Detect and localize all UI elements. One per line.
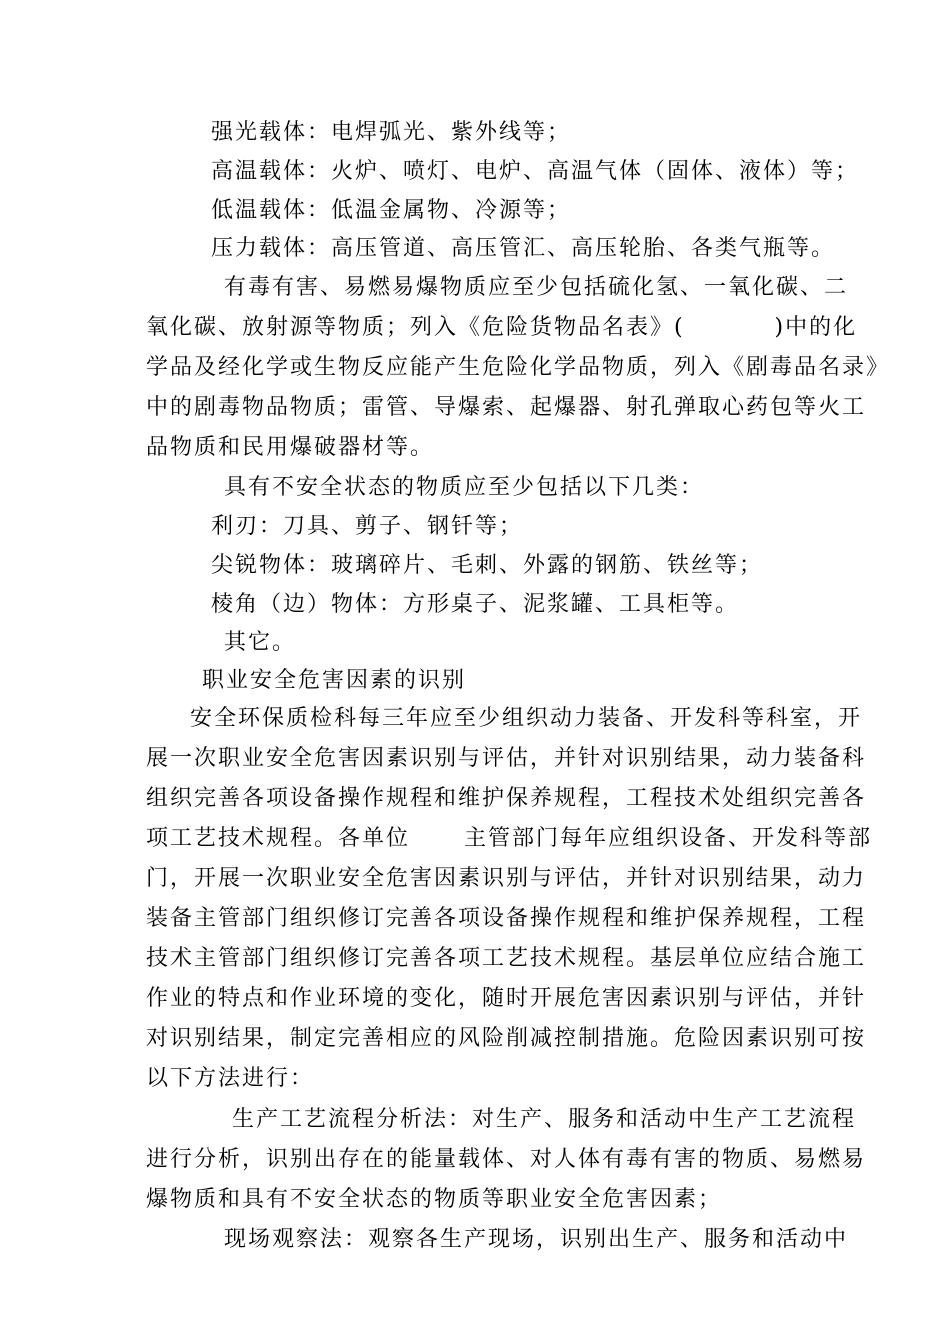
text-line: 有毒有害、易燃易爆物质应至少包括硫化氢、一氧化碳、二 — [224, 275, 849, 300]
text-line: 高温载体：火炉、喷灯、电炉、高温气体（固体、液体）等； — [211, 159, 860, 184]
text-line: 对识别结果，制定完善相应的风险削减控制措施。危险因素识别可按 — [146, 1026, 867, 1051]
text-line: 其它。 — [224, 630, 297, 655]
text-line: 现场观察法：观察各生产现场，识别出生产、服务和活动中 — [224, 1227, 849, 1252]
text-line: 组织完善各项设备操作规程和维护保养规程，工程技术处组织完善各 — [146, 786, 867, 811]
text-line: 尖锐物体：玻璃碎片、毛刺、外露的钢筋、铁丝等； — [211, 553, 764, 578]
text-line: 进行分析，识别出存在的能量载体、对人体有毒有害的物质、易燃易 — [146, 1147, 867, 1172]
text-line: 强光载体：电焊弧光、紫外线等； — [211, 120, 572, 145]
section-heading: 职业安全危害因素的识别 — [202, 668, 467, 693]
text-line: 利刃：刀具、剪子、钢钎等； — [211, 514, 524, 539]
text-line: 生产工艺流程分析法：对生产、服务和活动中生产工艺流程 — [232, 1107, 857, 1132]
text-line: 爆物质和具有不安全状态的物质等职业安全危害因素； — [146, 1187, 723, 1212]
text-line: 品物质和民用爆破器材等。 — [146, 435, 435, 460]
text-line: 以下方法进行： — [146, 1066, 315, 1091]
text-line: 学品及经化学或生物反应能产生危险化学品物质，列入《剧毒品名录》 — [146, 355, 891, 380]
text-line: 展一次职业安全危害因素识别与评估，并针对识别结果，动力装备科 — [146, 746, 867, 771]
text-line: 具有不安全状态的物质应至少包括以下几类： — [224, 475, 705, 500]
text-line: 中的剧毒物品物质；雷管、导爆索、起爆器、射孔弹取心药包等火工 — [146, 395, 867, 420]
text-line: 安全环保质检科每三年应至少组织动力装备、开发科等科室，开 — [190, 706, 863, 731]
text-line: 项工艺技术规程。各单位 主管部门每年应组织设备、开发科等部 — [146, 826, 872, 851]
text-line: 氧化碳、放射源等物质；列入《危险货物品名表》( )中的化 — [146, 315, 858, 340]
text-line: 装备主管部门组织修订完善各项设备操作规程和维护保养规程，工程 — [146, 906, 867, 931]
text-line: 棱角（边）物体：方形桌子、泥浆罐、工具柜等。 — [211, 592, 740, 617]
text-line: 压力载体：高压管道、高压管汇、高压轮胎、各类气瓶等。 — [211, 236, 836, 261]
text-line: 技术主管部门组织修订完善各项工艺技术规程。基层单位应结合施工 — [146, 946, 867, 971]
text-line: 门，开展一次职业安全危害因素识别与评估，并针对识别结果，动力 — [146, 866, 867, 891]
text-line: 低温载体：低温金属物、冷源等； — [211, 198, 572, 223]
text-line: 作业的特点和作业环境的变化，随时开展危害因素识别与评估，并针 — [146, 986, 867, 1011]
